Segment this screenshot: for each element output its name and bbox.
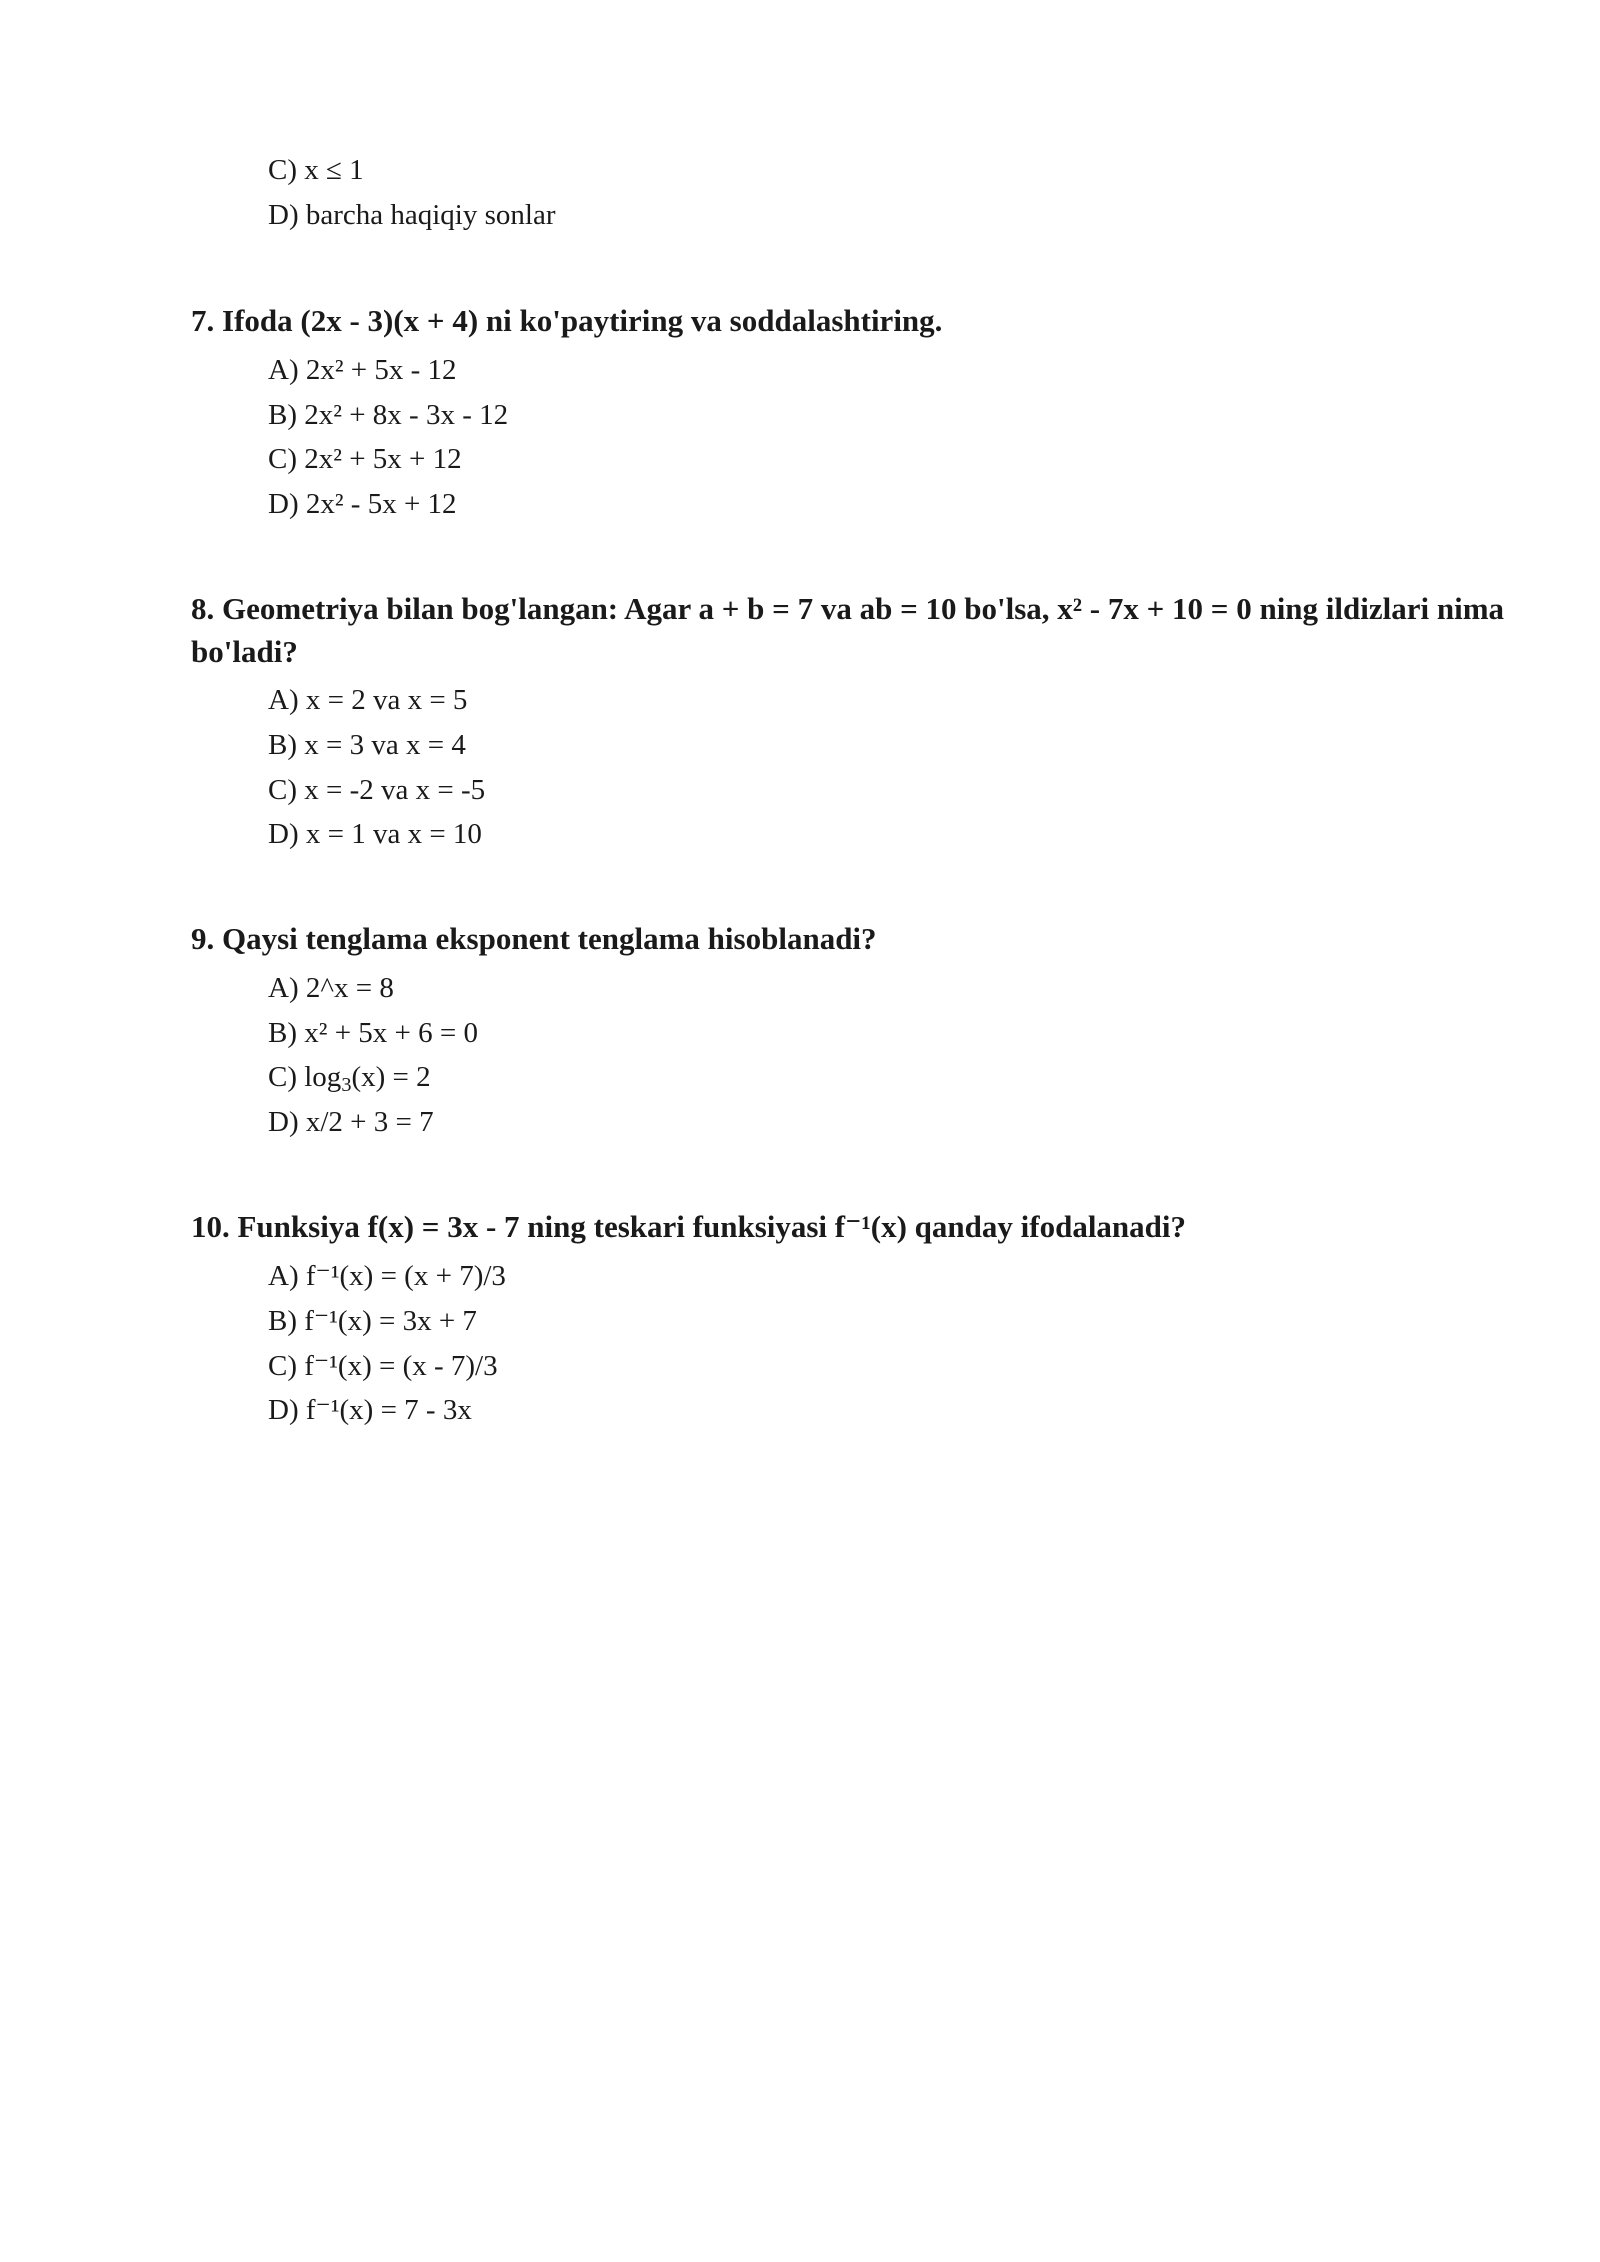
question-8-option-d: D) x = 1 va x = 10 [268, 818, 482, 850]
question-7-option-c: C) 2x² + 5x + 12 [268, 443, 462, 475]
question-7-text: 7. Ifoda (2x - 3)(x + 4) ni ko'paytiring va soddalashtiring. [191, 303, 943, 338]
question-10-option-d: D) f⁻¹(x) = 7 - 3x [268, 1394, 472, 1426]
question-9-option-c-subscript: 3 [341, 1074, 352, 1097]
question-8-option-c: C) x = -2 va x = -5 [268, 774, 486, 806]
question-10-option-b: B) f⁻¹(x) = 3x + 7 [268, 1305, 477, 1337]
question-10-option-c: C) f⁻¹(x) = (x - 7)/3 [268, 1350, 498, 1382]
question-7-option-b: B) 2x² + 8x - 3x - 12 [268, 399, 509, 431]
question-8-text: 8. Geometriya bilan bog'langan: Agar a + b = 7 va ab = 10 bo'lsa, x² - 7x + 10 = 0 ning ildizlari nima bo'ladi? [191, 591, 1505, 669]
question-6-option-c: C) x ≤ 1 [268, 154, 364, 186]
question-6-option-d: D) barcha haqiqiy sonlar [268, 199, 556, 231]
question-9-option-c [268, 1059, 431, 1095]
question-7-option-a: A) 2x² + 5x - 12 [268, 354, 457, 386]
question-8-option-b: B) x = 3 va x = 4 [268, 729, 466, 761]
question-9-option-a: A) 2^x = 8 [268, 972, 394, 1004]
question-9-option-c-prefix: C) log [268, 1061, 342, 1093]
question-9-option-d: D) x/2 + 3 = 7 [268, 1106, 434, 1138]
question-9-option-c-suffix: (x) = 2 [351, 1061, 431, 1093]
question-9-text: 9. Qaysi tenglama eksponent tenglama hisoblanadi? [191, 921, 877, 956]
question-10-text: 10. Funksiya f(x) = 3x - 7 ning teskari funksiyasi f⁻¹(x) qanday ifodalanadi? [191, 1209, 1187, 1244]
question-7-option-d: D) 2x² - 5x + 12 [268, 488, 457, 520]
question-10-option-a: A) f⁻¹(x) = (x + 7)/3 [268, 1260, 506, 1292]
question-8-option-a: A) x = 2 va x = 5 [268, 684, 468, 716]
question-9-option-b: B) x² + 5x + 6 = 0 [268, 1017, 479, 1049]
